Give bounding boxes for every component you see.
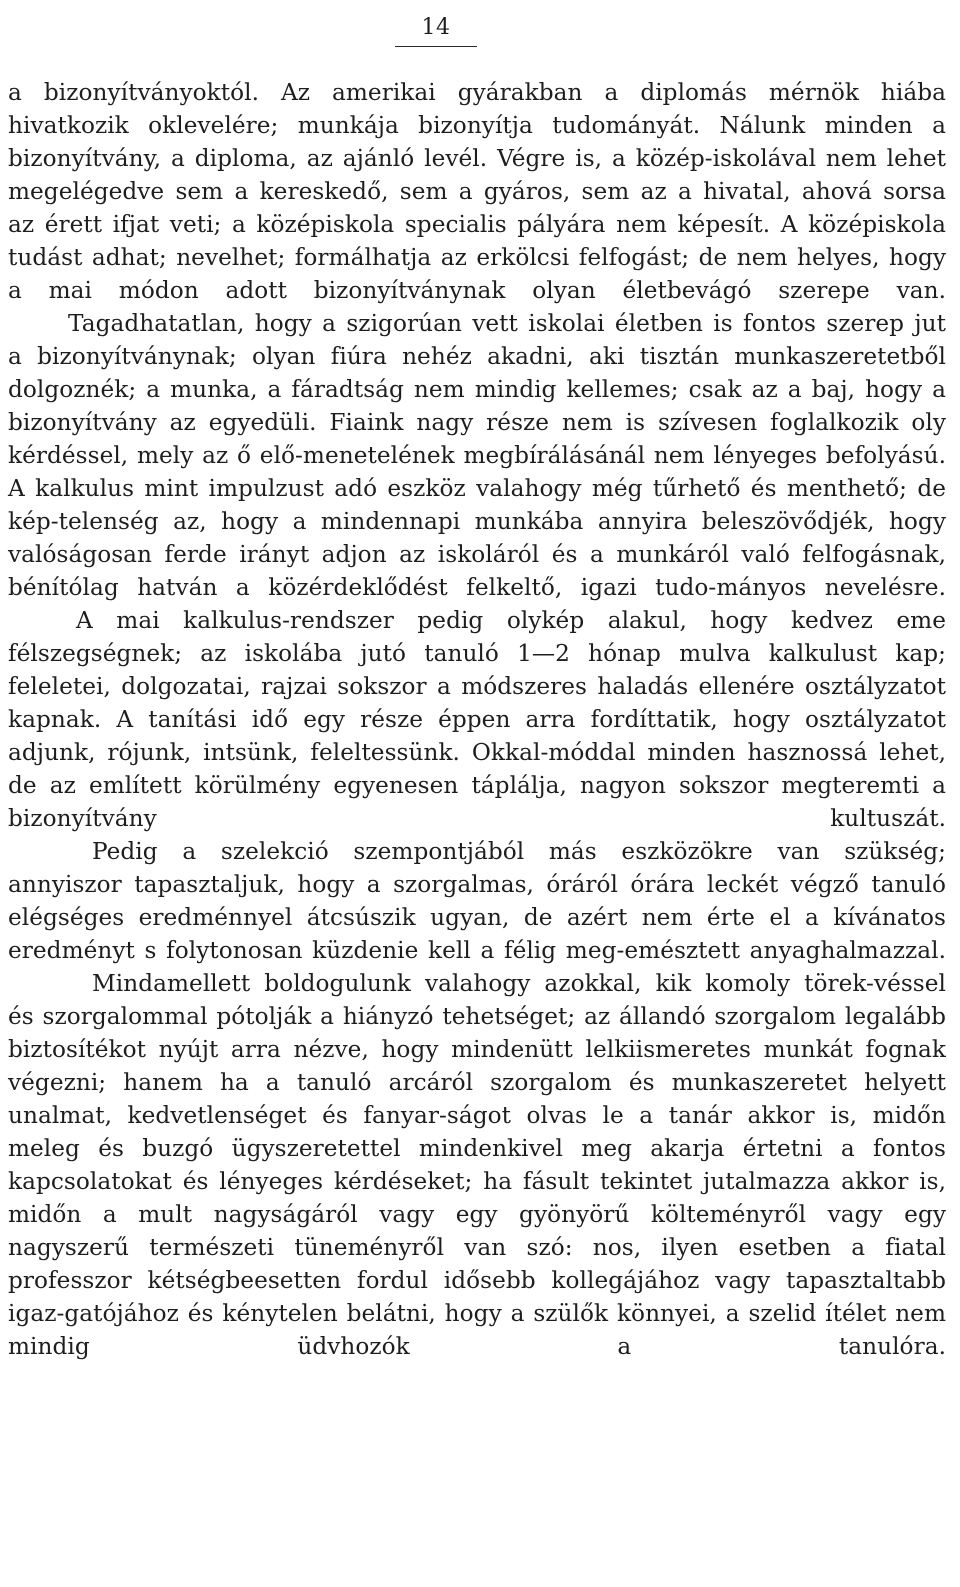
paragraph-5: Mindamellett boldogulunk valahogy azokkal, kik komoly törek-véssel és szorgalommal pótolják a hiányzó tehetséget; az állandó szorgalom legalább biztosítékot nyújt arra nézve, hogy mindenütt lelkiismeretes munkát fognak végezni; hanem ha a tanuló arcáról szorgalom és munkaszeretet helyett unalmat, kedvetlenséget és fanyar-ságot olvas le a tanár akkor is, midőn meleg és buzgó ügyszeretettel mindenkivel meg akarja értetni a fontos kapcsolatokat és lényeges kérdéseket; ha fásult tekintet jutalmazza akkor is, midőn a mult nagyságáról vagy egy gyönyörű költeményről vagy egy nagyszerű természeti tüneményről van szó: nos, ilyen esetben a fiatal professzor kétségbeesetten fordul idősebb kollegájához vagy tapasztaltabb igaz-gatójához és kénytelen belátni, hogy a szülők könnyei, a szelid ítélet nem mindig üdvhozók a tanulóra. bbox=[8, 970, 946, 1360]
paragraph-2: Tagadhatatlan, hogy a szigorúan vett iskolai életben is fontos szerep jut a bizonyítványnak; olyan fiúra nehéz akadni, aki tisztán munkaszeretetből dolgoznék; a munka, a fáradtság nem mindig kellemes; csak az a baj, hogy a bizonyítvány az egyedüli. Fiaink nagy része nem is szívesen foglalkozik oly kérdéssel, mely az ő elő-menetelének megbírálásánál nem lényeges befolyású. A kalkulus mint impulzust adó eszköz valahogy még tűrhető és menthető; de kép-telenség az, hogy a mindennapi munkába annyira beleszövődjék, hogy valóságosan ferde irányt adjon az iskoláról és a munkáról való felfogásnak, bénítólag hatván a közérdeklődést felkeltő, igazi tudo-mányos nevelésre. bbox=[8, 310, 946, 601]
page-number-container bbox=[395, 14, 477, 42]
paragraph-4: Pedig a szelekció szempontjából más eszközökre van szükség; annyiszor tapasztaljuk, hogy a szorgalmas, óráról órára leckét végző tanuló elégséges eredménnyel átcsúszik ugyan, de azért nem érte el a kívánatos eredményt s folytonosan küzdenie kell a félig meg-emésztett anyaghalmazzal. bbox=[8, 838, 946, 964]
page-number-rule bbox=[395, 46, 477, 47]
paragraph-1: a bizonyítványoktól. Az amerikai gyárakban a diplomás mérnök hiába hivatkozik oklevelére; munkája bizonyítja tudományát. Nálunk minden a bizonyítvány, a diploma, az ajánló levél. Végre is, a közép-iskolával nem lehet megelégedve sem a kereskedő, sem a gyáros, sem az a hivatal, ahová sorsa az érett ifjat veti; a középiskola specialis pályára nem képesít. A középiskola tudást adhat; nevelhet; formálhatja az erkölcsi felfogást; de nem helyes, hogy a mai módon adott bizonyítványnak olyan életbevágó szerepe van. bbox=[8, 79, 946, 304]
body-text bbox=[8, 76, 946, 1363]
page-number: 14 bbox=[421, 15, 451, 40]
paragraph-3: A mai kalkulus-rendszer pedig olykép alakul, hogy kedvez eme félszegségnek; az iskolába jutó tanuló 1—2 hónap mulva kalkulust kap; feleletei, dolgozatai, rajzai sokszor a módszeres haladás ellenére osztályzatot kapnak. A tanítási idő egy része éppen arra fordíttatik, hogy osztályzatot adjunk, rójunk, intsünk, feleltessünk. Okkal-móddal minden hasznossá lehet, de az említett körülmény egyenesen táplálja, nagyon sokszor megteremti a bizonyítvány kultuszát. bbox=[8, 607, 946, 832]
